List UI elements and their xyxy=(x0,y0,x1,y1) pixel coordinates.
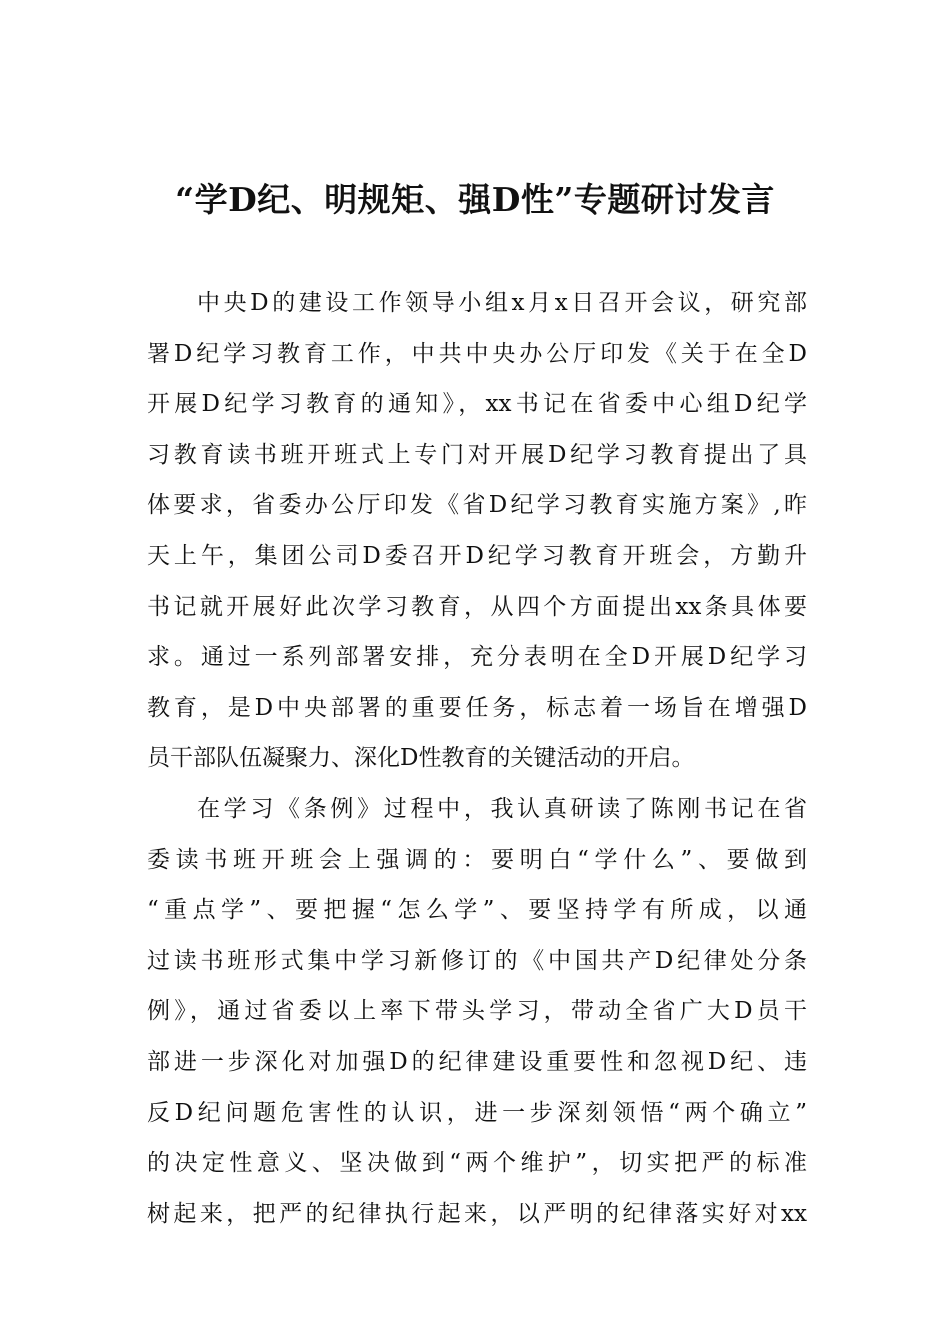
paragraph-1-line-9: 教育，是D中央部署的重要任务，标志着一场旨在增强D xyxy=(147,694,807,721)
paragraph-2-line-9: 树起来，把严的纪律执行起来，以严明的纪律落实好对xx xyxy=(147,1200,807,1227)
paragraph-1-line-1: 中央D的建设工作领导小组x月x日召开会议，研究部 xyxy=(197,290,807,316)
paragraph-2-line-8: 的决定性意义、坚决做到“两个维护”，切实把严的标准 xyxy=(147,1150,807,1177)
document-title: “学D纪、明规矩、强D性”专题研讨发言 xyxy=(175,180,775,219)
document-body xyxy=(147,278,807,1239)
paragraph-2-line-1: 在学习《条例》过程中，我认真研读了陈刚书记在省 xyxy=(197,795,807,822)
paragraph-1-line-7: 书记就开展好此次学习教育，从四个方面提出xx条具体要 xyxy=(147,593,807,620)
paragraph-2-line-5: 例》，通过省委以上率下带头学习，带动全省广大D员干 xyxy=(147,998,807,1025)
paragraph-1-line-10: 员干部队伍凝聚力、深化D性教育的关键活动的开启。 xyxy=(147,745,695,772)
paragraph-2-line-6: 部进一步深化对加强D的纪律建设重要性和忽视D纪、违 xyxy=(147,1048,807,1075)
paragraph-1-line-6: 天上午，集团公司D委召开D纪学习教育开班会，方勤升 xyxy=(147,542,807,569)
paragraph-1-line-8: 求。通过一系列部署安排，充分表明在全D开展D纪学习 xyxy=(147,644,807,671)
paragraph-2-line-4: 过读书班形式集中学习新修订的《中国共产D纪律处分条 xyxy=(147,947,807,974)
paragraph-1-line-5: 体要求，省委办公厅印发《省D纪学习教育实施方案》,昨 xyxy=(147,492,807,519)
paragraph-1-line-4: 习教育读书班开班式上专门对开展D纪学习教育提出了具 xyxy=(147,441,807,468)
paragraph-2-line-7: 反D纪问题危害性的认识，进一步深刻领悟“两个确立” xyxy=(147,1099,807,1126)
paragraph-1-line-2: 署D纪学习教育工作，中共中央办公厅印发《关于在全D xyxy=(147,340,807,367)
paragraph-2-line-2: 委读书班开班会上强调的：要明白“学什么”、要做到 xyxy=(147,846,807,873)
paragraph-2-line-3: “重点学”、要把握“怎么学”、要坚持学有所成，以通 xyxy=(147,897,807,924)
paragraph-1-line-3: 开展D纪学习教育的通知》，xx书记在省委中心组D纪学 xyxy=(147,391,807,418)
